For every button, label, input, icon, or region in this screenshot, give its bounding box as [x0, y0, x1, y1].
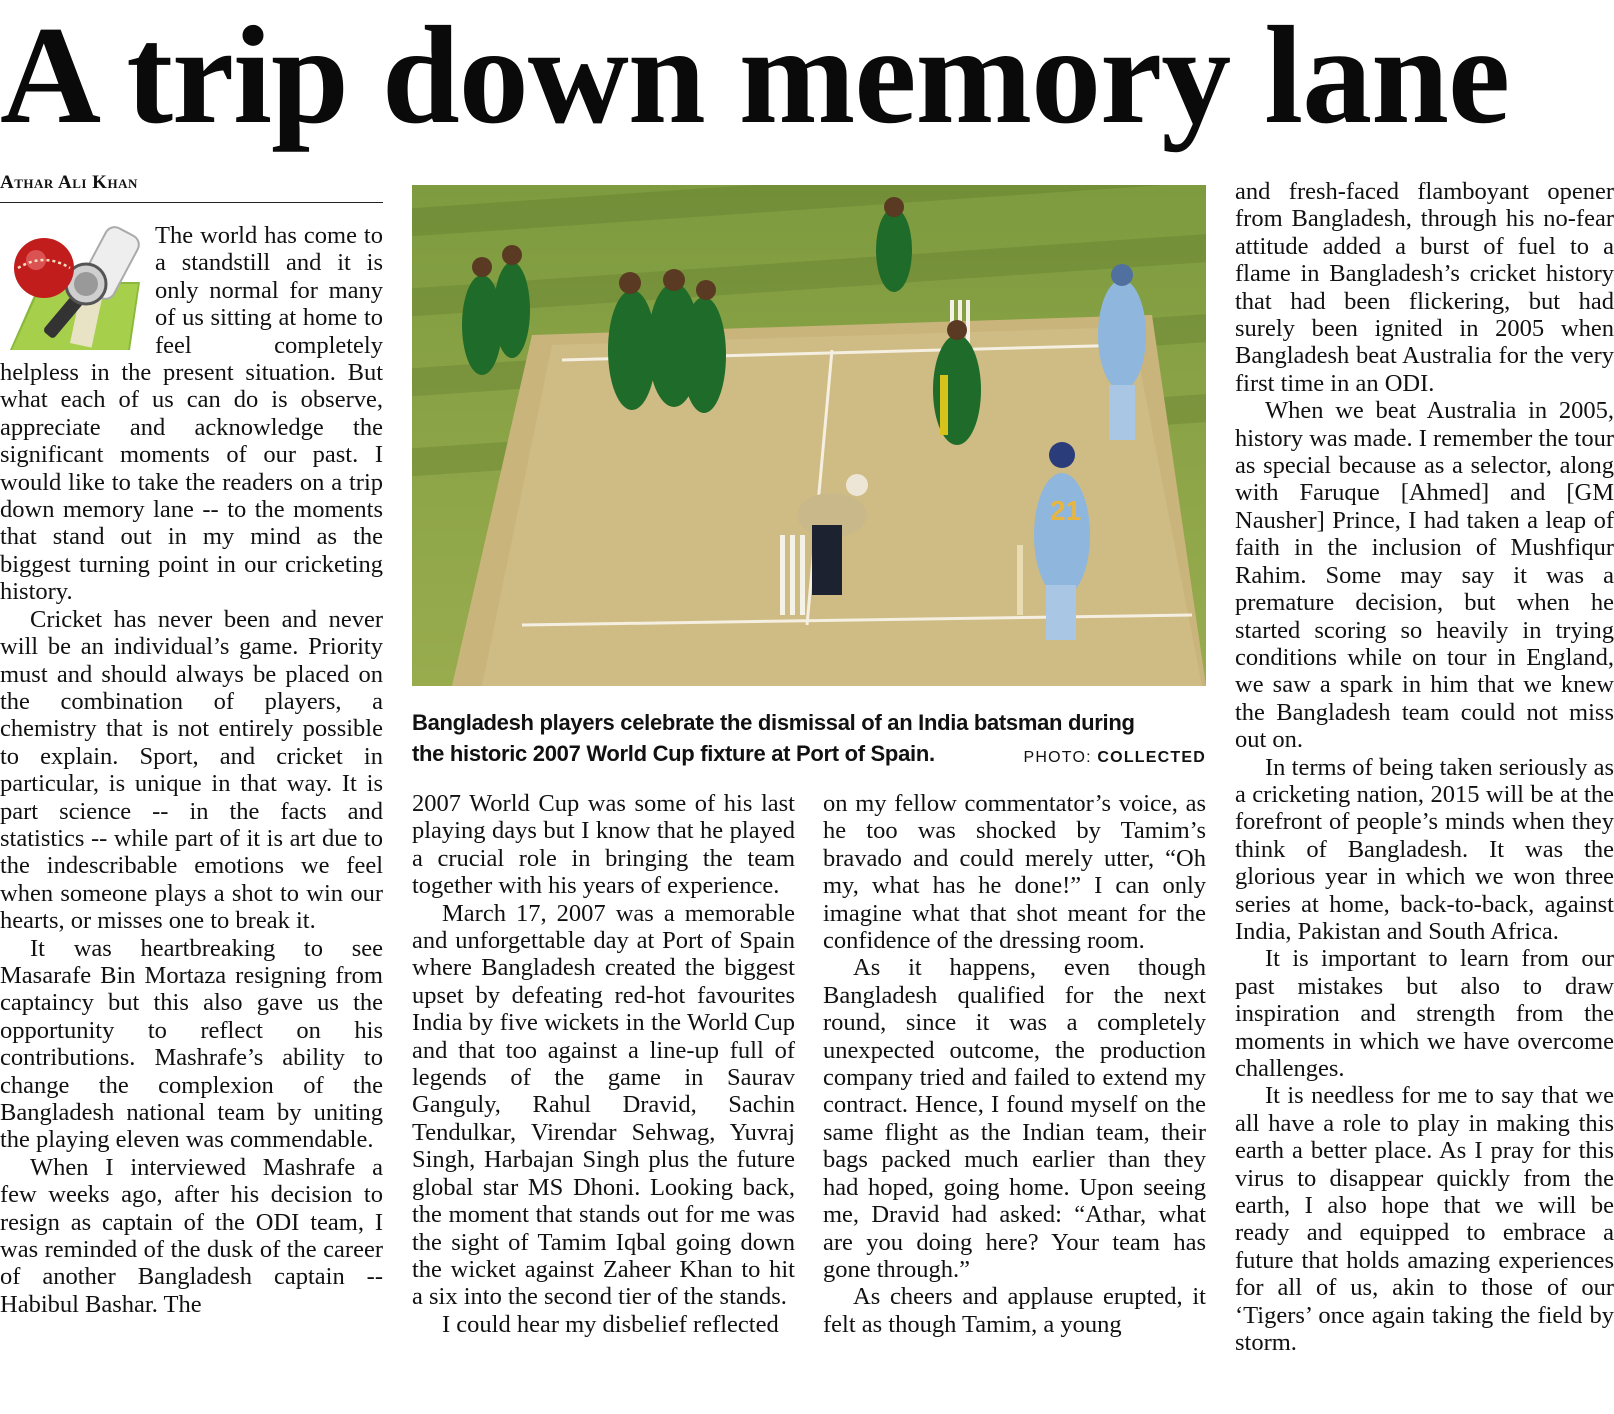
paragraph: When I interviewed Mashrafe a few weeks ago, after his decision to resign as captain of the ODI team, I was reminded of the dusk of the career of another Bangladesh captain -- Habibul Bashar. The [0, 1153, 383, 1318]
paragraph: It is important to learn from our past mistakes but also to draw inspiration and strength from the moments in which we have overcome challenges. [1235, 945, 1614, 1082]
cricket-photo [412, 185, 1206, 686]
article-column-1 [0, 222, 383, 1318]
caption-line-1: Bangladesh players celebrate the dismissal of an India batsman during [412, 710, 1135, 735]
article-column-4 [1235, 178, 1614, 1356]
shirt-number: 21 [1050, 495, 1082, 526]
credit-source: COLLECTED [1097, 749, 1206, 766]
byline: Athar Ali Khan [0, 172, 383, 203]
paragraph: The world has come to a standstill and it is only normal for many of us sitting at home to feel completely helpless in the present situation. But what each of us can do is observe, appreciate and acknowledge the significant moments of our past. I would like to take the readers on a trip down memory lane -- to the moments that stand out in my mind as the biggest turning point in our cricketing history. [0, 222, 383, 606]
paragraph: and fresh-faced flamboyant opener from Bangladesh, through his no-fear attitude added a burst of fuel to a flame in Bangladesh’s cricket history that had been flickering, but had surely been ignited in 2005 when Bangladesh beat Australia for the very first time in an ODI. [1235, 178, 1614, 397]
photo-caption [412, 707, 1206, 773]
paragraph: Cricket has never been and never will be an individual’s game. Priority must and should always be placed on the combination of players, a chemistry that is not entirely possible to explain. Sport, and cricket in particular, is unique in that way. It is part science -- in the facts and statistics -- while part of it is art due to the indescribable emotions we feel when someone plays a shot to win our hearts, or misses one to break it. [0, 605, 383, 935]
credit-label: PHOTO: [1023, 749, 1098, 766]
paragraph: It was heartbreaking to see Masarafe Bin Mortaza resigning from captaincy but this also gave us the opportunity to reflect on his contributions. Mashrafe’s ability to change the complexion of the Bangladesh national team by uniting the playing eleven was commendable. [0, 934, 383, 1154]
caption-line-2 [412, 738, 1206, 769]
paragraph: When we beat Australia in 2005, history was made. I remember the tour as special because as a selector, along with Faruque [Ahmed] and [GM Nausher] Prince, I had taken a leap of faith in the inclusion of Mushfiqur Rahim. Some may say it was a premature decision, but when he started scoring so heavily in trying conditions while on tour in England, we saw a spark in him that we knew the Bangladesh team could not miss out on. [1235, 397, 1614, 754]
headline: A trip down memory lane [0, 0, 1510, 153]
paragraph: I could hear my disbelief reflected [442, 1310, 779, 1338]
photo-credit [1024, 742, 1206, 773]
paragraph: As cheers and applause erupted, it felt as though Tamim, a young [823, 1283, 1206, 1338]
caption-line-2-text: the historic 2007 World Cup fixture at Port of Spain. [412, 741, 935, 766]
paragraph: March 17, 2007 was a memorable and unforgettable day at Port of Spain where Bangladesh created the biggest upset by defeating red-hot favourites India by five wickets in the World Cup and that too against a line-up full of legends of the game in Saurav Ganguly, Rahul Dravid, Sachin Tendulkar, Virendar Sehwag, Yuvraj Singh, Harbajan Singh plus the future global star MS Dhoni. Looking back, the moment that stands out for me was the sight of Tamim Iqbal going down the wicket against Zaheer Khan to hit a six into the second tier of the stands. [412, 899, 795, 1311]
paragraph: It is needless for me to say that we all have a role to play in making this earth a better place. As I pray for this virus to disappear quickly from the earth, I also hope that we will be ready and equipped to embrace a future that holds amazing experiences for all of us, akin to those of our ‘Tigers’ once again taking the field by storm. [1235, 1082, 1614, 1357]
paragraph: As it happens, even though Bangladesh qualified for the next round, since it was a completely unexpected outcome, the production company tried and failed to extend my contract. Hence, I found myself on the same flight as the Indian team, their bags packed much earlier than they had hoped, going home. Upon seeing me, Dravid had asked: “Athar, what are you doing here? Your team has gone through.” [823, 954, 1206, 1283]
cricket-logo-icon [0, 222, 145, 354]
paragraph: 2007 World Cup was some of his last playing days but I know that he played a crucial role in bringing the team together with his years of experience. [412, 790, 795, 900]
paragraph: on my fellow commentator’s voice, as he too was shocked by Tamim’s bravado and could merely utter, “Oh my, what has he done!” I can only imagine what that shot meant for the confidence of the dressing room. [823, 790, 1206, 955]
article-column-2 [412, 790, 795, 1338]
article-column-3 [823, 790, 1206, 1338]
paragraph: In terms of being taken seriously as a cricketing nation, 2015 will be at the forefront of people’s minds when they think of Bangladesh. It was the glorious year in which we won three series at home, back-to-back, against India, Pakistan and South Africa. [1235, 753, 1614, 945]
